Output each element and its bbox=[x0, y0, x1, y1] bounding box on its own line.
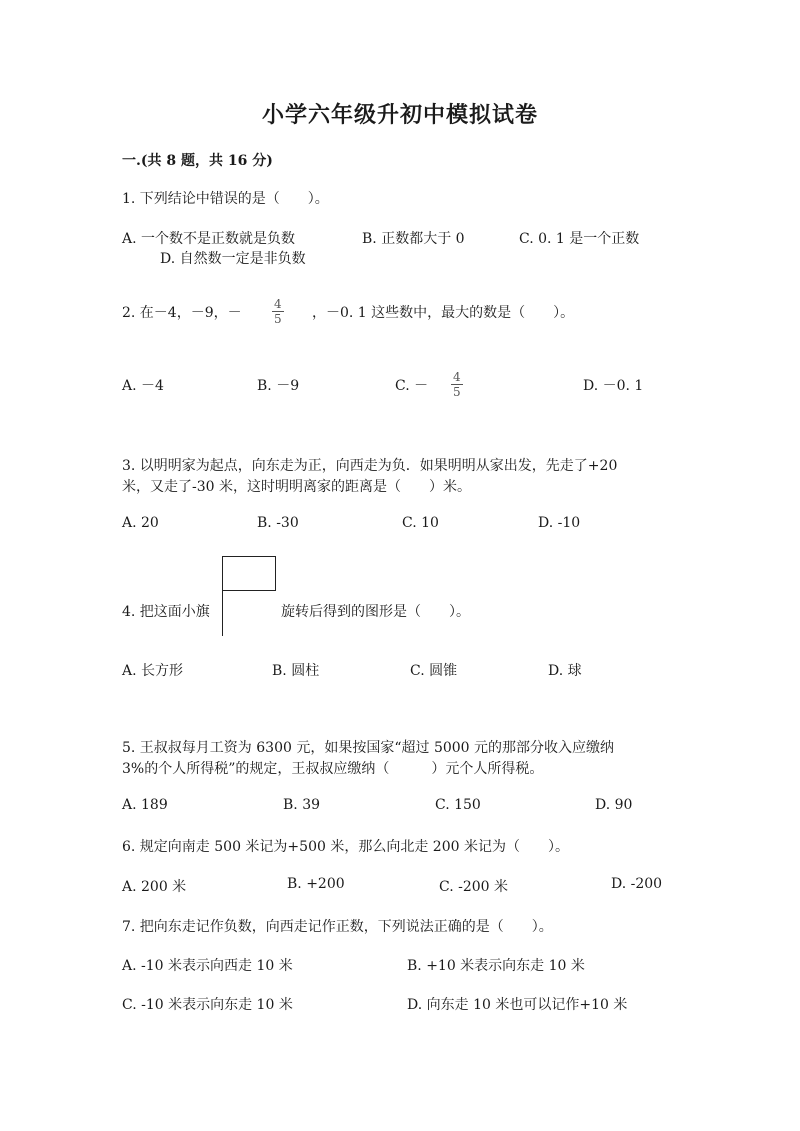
question-3-option-c[interactable]: C. 10 bbox=[402, 515, 439, 531]
question-2-stem-pre: 2. 在－4，－9，－ bbox=[122, 305, 242, 321]
question-5-option-b[interactable]: B. 39 bbox=[283, 797, 321, 813]
fraction-denominator: 5 bbox=[453, 385, 461, 399]
flag-icon bbox=[222, 556, 276, 591]
question-5-option-a[interactable]: A. 189 bbox=[122, 797, 168, 813]
question-7-option-a[interactable]: A. -10 米表示向西走 10 米 bbox=[122, 958, 293, 974]
fraction-denominator: 5 bbox=[274, 312, 282, 326]
question-4-option-c[interactable]: C. 圆锥 bbox=[410, 663, 458, 679]
question-7-stem: 7. 把向东走记作负数，向西走记作正数，下列说法正确的是（ ）。 bbox=[122, 919, 553, 935]
section-heading: 一.(共 8 题，共 16 分) bbox=[122, 153, 273, 169]
question-2-option-c-fraction bbox=[451, 370, 463, 399]
question-3-option-b[interactable]: B. -30 bbox=[257, 515, 299, 531]
question-7-option-b[interactable]: B. +10 米表示向东走 10 米 bbox=[407, 958, 585, 974]
question-3-stem-line1: 3. 以明明家为起点，向东走为正，向西走为负．如果明明从家出发，先走了+20 bbox=[122, 458, 618, 474]
question-1-stem: 1. 下列结论中错误的是（ ）。 bbox=[122, 191, 329, 207]
exam-title: 小学六年级升初中模拟试卷 bbox=[261, 102, 538, 128]
question-4-option-b[interactable]: B. 圆柱 bbox=[272, 663, 320, 679]
question-5-stem-line2: 3%的个人所得税”的规定，王叔叔应缴纳（ ）元个人所得税。 bbox=[122, 761, 544, 777]
question-1-option-a[interactable]: A. 一个数不是正数就是负数 bbox=[122, 231, 296, 247]
question-2-option-c[interactable]: C. － bbox=[395, 378, 429, 394]
question-2-stem-post: ，－0. 1 这些数中，最大的数是（ ）。 bbox=[312, 305, 575, 321]
question-4-stem-post: 旋转后得到的图形是（ ）。 bbox=[281, 604, 470, 620]
question-3-option-d[interactable]: D. -10 bbox=[538, 515, 581, 531]
question-3-stem-line2: 米，又走了-30 米，这时明明离家的距离是（ ）米。 bbox=[122, 479, 471, 495]
question-1-option-d[interactable]: D. 自然数一定是非负数 bbox=[160, 251, 306, 267]
question-2-stem-fraction bbox=[272, 297, 284, 326]
question-7-option-d[interactable]: D. 向东走 10 米也可以记作+10 米 bbox=[407, 997, 628, 1013]
question-6-option-d[interactable]: D. -200 bbox=[611, 876, 663, 892]
question-5-option-d[interactable]: D. 90 bbox=[595, 797, 633, 813]
question-3-option-a[interactable]: A. 20 bbox=[122, 515, 159, 531]
question-2-option-a[interactable]: A. －4 bbox=[122, 378, 164, 394]
question-5-option-c[interactable]: C. 150 bbox=[435, 797, 481, 813]
question-1-option-c[interactable]: C. 0. 1 是一个正数 bbox=[519, 231, 640, 247]
fraction-numerator: 4 bbox=[453, 370, 461, 384]
question-2-option-d[interactable]: D. －0. 1 bbox=[583, 378, 644, 394]
question-6-option-b[interactable]: B. +200 bbox=[287, 876, 345, 892]
question-1-option-b[interactable]: B. 正数都大于 0 bbox=[362, 231, 465, 247]
question-4-option-a[interactable]: A. 长方形 bbox=[122, 663, 184, 679]
fraction-numerator: 4 bbox=[274, 297, 282, 311]
question-4-stem-pre: 4. 把这面小旗 bbox=[122, 604, 210, 620]
question-2-option-b[interactable]: B. －9 bbox=[257, 378, 300, 394]
question-6-stem: 6. 规定向南走 500 米记为+500 米，那么向北走 200 米记为（ ）。 bbox=[122, 839, 569, 855]
question-5-stem-line1: 5. 王叔叔每月工资为 6300 元，如果按国家“超过 5000 元的那部分收入应缴纳 bbox=[122, 740, 615, 756]
question-4-option-d[interactable]: D. 球 bbox=[548, 663, 582, 679]
question-6-option-c[interactable]: C. -200 米 bbox=[439, 879, 509, 895]
question-6-option-a[interactable]: A. 200 米 bbox=[122, 879, 187, 895]
question-7-option-c[interactable]: C. -10 米表示向东走 10 米 bbox=[122, 997, 293, 1013]
